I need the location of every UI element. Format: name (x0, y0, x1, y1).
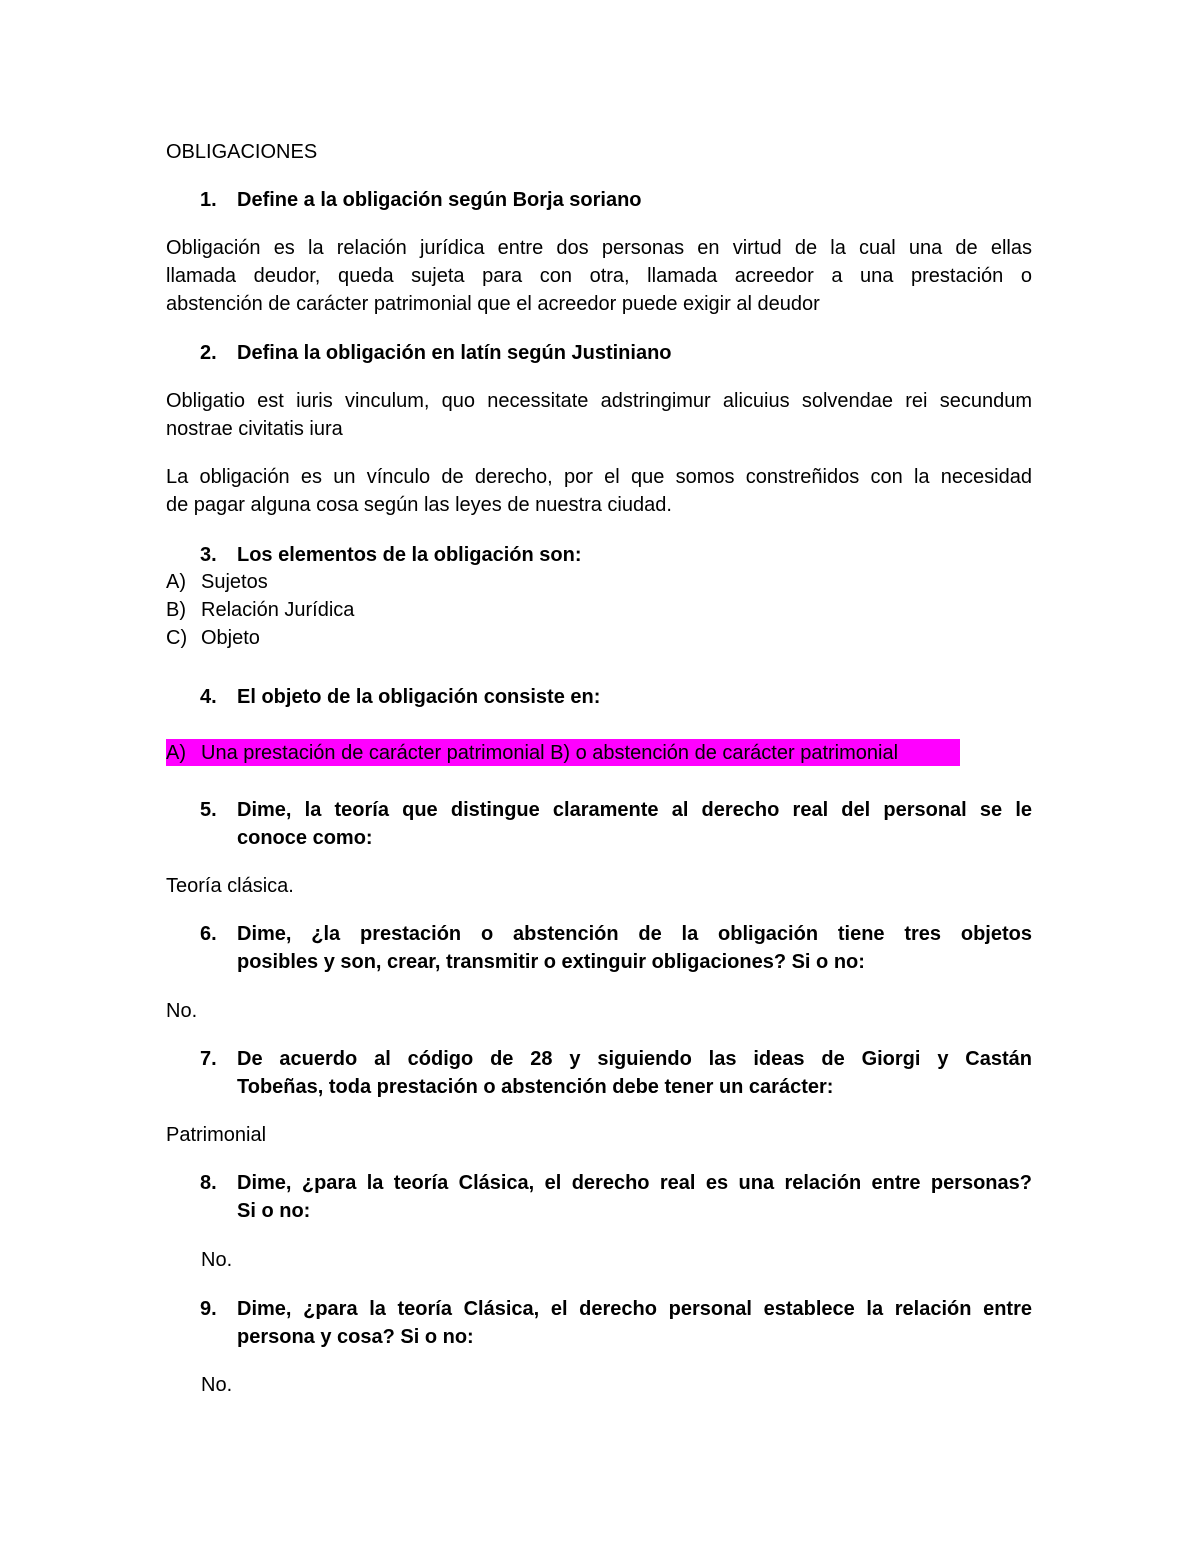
answer-line: No. (201, 1374, 233, 1396)
answer-line: Teoría clásica. (166, 875, 294, 897)
list-letter: A) (166, 571, 186, 593)
list-letter: C) (166, 627, 188, 649)
question-9-cont: persona y cosa? Si o no: (237, 1326, 474, 1348)
answer-line: de pagar alguna cosa según las leyes de nuestra ciudad. (166, 494, 672, 516)
question-5-cont: conoce como: (237, 827, 373, 849)
answer-line: abstención de carácter patrimonial que el acreedor puede exigir al deudor (166, 293, 820, 315)
list-item: Sujetos (201, 571, 268, 593)
question-5: Dime, la teoría que distingue claramente al derecho real del personal se le (237, 799, 1032, 821)
question-7: De acuerdo al código de 28 y siguiendo las ideas de Giorgi y Castán (237, 1048, 1032, 1070)
answer-line: Obligación es la relación jurídica entre dos personas en virtud de la cual una de ellas (166, 237, 1032, 259)
question-number: 4. (200, 686, 217, 708)
answer-line: llamada deudor, queda sujeta para con otra, llamada acreedor a una prestación o (166, 265, 1032, 287)
answer-line: No. (201, 1249, 233, 1271)
question-number: 6. (200, 923, 217, 945)
question-4: El objeto de la obligación consiste en: (237, 686, 601, 708)
question-number: 1. (200, 189, 217, 211)
question-number: 5. (200, 799, 217, 821)
question-2: Defina la obligación en latín según Justiniano (237, 342, 672, 364)
question-number: 2. (200, 342, 217, 364)
answer-line: No. (166, 1000, 198, 1022)
document-title: OBLIGACIONES (166, 141, 318, 163)
list-item: Relación Jurídica (201, 599, 355, 621)
answer-line: Obligatio est iuris vinculum, quo necessitate adstringimur alicuius solvendae rei secundum (166, 390, 1032, 412)
answer-line: La obligación es un vínculo de derecho, por el que somos constreñidos con la necesidad (166, 466, 1032, 488)
question-9: Dime, ¿para la teoría Clásica, el derecho personal establece la relación entre (237, 1298, 1032, 1320)
list-letter: A) (166, 742, 186, 764)
question-8-cont: Si o no: (237, 1200, 311, 1222)
question-3: Los elementos de la obligación son: (237, 544, 582, 566)
highlighted-answer: Una prestación de carácter patrimonial B) o abstención de carácter patrimonial (201, 742, 899, 764)
answer-line: Patrimonial (166, 1124, 267, 1146)
question-number: 9. (200, 1298, 217, 1320)
question-number: 7. (200, 1048, 217, 1070)
question-7-cont: Tobeñas, toda prestación o abstención debe tener un carácter: (237, 1076, 834, 1098)
question-8: Dime, ¿para la teoría Clásica, el derecho real es una relación entre personas? (237, 1172, 1032, 1194)
question-number: 3. (200, 544, 217, 566)
question-6-cont: posibles y son, crear, transmitir o extinguir obligaciones? Si o no: (237, 951, 865, 973)
answer-line: nostrae civitatis iura (166, 418, 343, 440)
question-number: 8. (200, 1172, 217, 1194)
list-item: Objeto (201, 627, 260, 649)
question-1: Define a la obligación según Borja soriano (237, 189, 642, 211)
question-6: Dime, ¿la prestación o abstención de la obligación tiene tres objetos (237, 923, 1032, 945)
list-letter: B) (166, 599, 186, 621)
